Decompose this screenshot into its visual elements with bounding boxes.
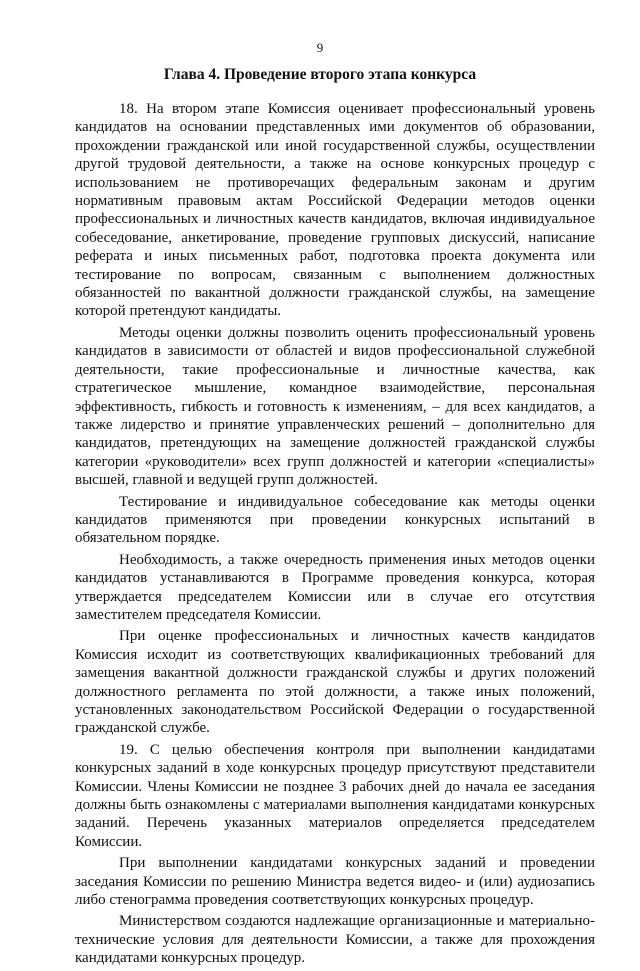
paragraph-19-control: 19. С целью обеспечения контроля при выполнении кандидатами конкурсных заданий в ходе конкурсных процедур присутствуют представители Комиссии. Члены Комиссии не позднее 3 рабочих дней до начала ее заседания должны быть ознакомлены с материалами выполнения кандидатами конкурсных заданий. Перечень указанных материалов определяется председателем Комиссии. <box>75 741 595 850</box>
paragraph-qualification-requirements: При оценке профессиональных и личностных качеств кандидатов Комиссия исходит из соответствующих квалификационных требований для замещения вакантной должности гражданской службы и других положений должностного регламента по этой должности, а также иных положений, установленных законодательством Российской Федерации о государственной гражданской службе. <box>75 628 595 737</box>
paragraph-ministry-conditions: Министерством создаются надлежащие организационные и материально-технические условия для деятельности Комиссии, а также для прохождения кандидатами конкурсных процедур. <box>75 913 595 967</box>
page-number: 9 <box>316 40 324 55</box>
chapter-title: Глава 4. Проведение второго этапа конкурса <box>163 66 477 83</box>
paragraph-assessment-methods: Методы оценки должны позволить оценить профессиональный уровень кандидатов в зависимости от областей и видов профессиональной служебной деятельности, такие профессиональные и личностные качества, как стратегическое мышление, командное взаимодействие, персональная эффективность, гибкость и готовность к изменениям, – для всех кандидатов, а также лидерство и принятие управленческих решений – дополнительно для кандидатов, претендующих на замещение должностей гражданской службы категории «руководители» всех групп должностей и категории «специалисты» высшей, главной и ведущей групп должностей. <box>75 324 595 489</box>
paragraph-methods-order: Необходимость, а также очередность применения иных методов оценки кандидатов устанавливаются в Программе проведения конкурса, которая утверждается председателем Комиссии или в случае его отсутствия заместителем председателя Комиссии. <box>75 551 595 623</box>
paragraph-recording: При выполнении кандидатами конкурсных заданий и проведении заседания Комиссии по решению Министра ведется видео- и (или) аудиозапись либо стенограмма проведения соответствующих конкурсных процедур. <box>75 855 595 909</box>
paragraph-18-intro: 18. На втором этапе Комиссия оценивает профессиональный уровень кандидатов на основании представленных ими документов об образовании, прохождении гражданской или иной государственной службы, осуществлении другой трудовой деятельности, а также на основе конкурсных процедур с использованием не противоречащих федеральным законам и другим нормативным правовым актам Российской Федерации методов оценки профессиональных и личностных качеств кандидатов, включая индивидуальное собеседование, анкетирование, проведение групповых дискуссий, написание реферата и иных письменных работ, подготовка проекта документа или тестирование по вопросам, связанным с выполнением должностных обязанностей по вакантной должности гражданской службы, на замещение которой претендуют кандидаты. <box>75 101 595 320</box>
body-text <box>75 100 595 971</box>
paragraph-testing-interview: Тестирование и индивидуальное собеседование как методы оценки кандидатов применяются при проведении конкурсных испытаний в обязательном порядке. <box>75 493 595 547</box>
